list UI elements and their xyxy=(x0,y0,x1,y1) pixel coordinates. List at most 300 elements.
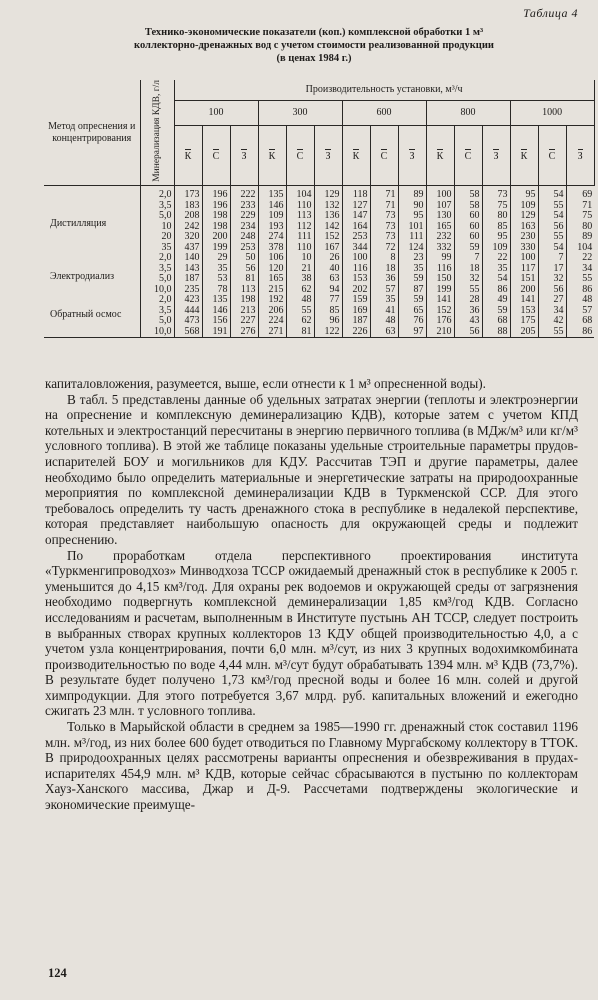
paragraph: Только в Марыйской области в среднем за 1985—1990 гг. дренажный сток составил 1196 млн. м³/год, из них более 600 будет отводиться по Главному Мургабскому коллектору в ТТОК. В природоохранных целях рассмотрены варианты опреснения и обезвреживания в прудах-испарителях 454,9 млн. м³ КДВ, которые сейчас сбрасываются в пустыню по коллекторам Хауз-Ханского массива, Джар и Д-9. Рассчетами подтверждены экологические и экономические преимуще- xyxy=(45,719,578,813)
table-cell: 58 xyxy=(469,189,480,201)
table-cell: 235 xyxy=(184,283,200,295)
table-cell: 54 xyxy=(553,241,564,253)
table-cell: 143 xyxy=(184,262,200,274)
table-cell: 55 xyxy=(553,199,564,211)
table-cell: 80 xyxy=(582,220,593,232)
table-cell: 35 xyxy=(497,262,508,274)
subheader-z: З xyxy=(398,126,426,186)
caption-line: (в ценах 1984 г.) xyxy=(276,53,352,64)
value-column-cell xyxy=(398,253,426,295)
method-name: Электродиализ xyxy=(50,271,115,283)
table-cell: 48 xyxy=(301,294,312,306)
table-cell: 41 xyxy=(385,304,396,316)
table-cell: 21 xyxy=(301,262,312,274)
paragraph: В табл. 5 представлены данные об удельных затратах энергии (теплоты и электроэнергии на опреснение и комплексную деминерализацию КДВ), которые затем с учетом КПД котельных и электростанций пересчитаны в энергию первичного топлива (в МДж/м³ или кг/м³ условного топлива). В этой же таблице показаны удельные строительные параметры прудов-испарителей БОУ и могильников для КДУ. Рассчитав ТЭП и другие параметры, далее необходимо было определить материальные и энергетические затраты на природоохранные мероприятия по комплексной деминерализации КДВ в Туркменской ССР. Для этого требовалось определить ту часть дренажного стока в республике в недалекой перспективе, которая представляет наибольшую опасность для окружающей среды и подлежит опреснению. xyxy=(45,391,578,547)
table-row-group xyxy=(44,186,594,254)
table-cell: 253 xyxy=(240,241,256,253)
table-cell: 198 xyxy=(212,220,228,232)
value-column-cell xyxy=(482,186,510,254)
mineralization-value: 10,0 xyxy=(154,283,172,295)
table-cell: 85 xyxy=(329,304,340,316)
table-cell: 113 xyxy=(240,283,256,295)
table-cell: 253 xyxy=(352,231,368,243)
table-cell: 59 xyxy=(413,273,424,285)
capacity-100-header: 100 xyxy=(174,100,258,126)
table-cell: 215 xyxy=(268,283,284,295)
mineralization-value: 20 xyxy=(161,231,172,243)
table-cell: 49 xyxy=(497,294,508,306)
table-cell: 146 xyxy=(268,199,284,211)
table-cell: 165 xyxy=(268,273,284,285)
table-cell: 58 xyxy=(469,199,480,211)
table-cell: 213 xyxy=(240,304,256,316)
table-cell: 55 xyxy=(301,304,312,316)
table-cell: 71 xyxy=(385,189,396,201)
value-column-cell xyxy=(398,295,426,338)
table-cell: 330 xyxy=(520,241,536,253)
value-column-cell xyxy=(286,253,314,295)
table-cell: 106 xyxy=(268,252,284,264)
table-number-label: Таблица 4 xyxy=(523,6,578,20)
table-cell: 147 xyxy=(352,210,368,222)
table-cell: 97 xyxy=(413,325,424,337)
table-cell: 109 xyxy=(492,241,508,253)
table-cell: 68 xyxy=(497,315,508,327)
table-cell: 200 xyxy=(520,283,536,295)
value-column-cell xyxy=(370,186,398,254)
table-cell: 444 xyxy=(184,304,200,316)
table-cell: 101 xyxy=(408,220,424,232)
table-cell: 55 xyxy=(553,325,564,337)
caption-line: Технико-экономические показатели (коп.) комплексной обработки 1 м³ xyxy=(144,27,484,38)
body-text xyxy=(45,376,578,813)
table-cell: 87 xyxy=(413,283,424,295)
value-column-cell xyxy=(230,186,258,254)
table-cell: 55 xyxy=(553,231,564,243)
value-column-cell xyxy=(538,186,566,254)
table-cell: 152 xyxy=(324,231,340,243)
table-cell: 18 xyxy=(469,262,480,274)
table-cell: 8 xyxy=(390,252,396,264)
subheader-k: К xyxy=(258,126,286,186)
table-cell: 116 xyxy=(352,262,368,274)
mineralization-value: 2,0 xyxy=(159,252,172,264)
table-cell: 72 xyxy=(385,241,396,253)
value-column-cell xyxy=(286,295,314,338)
value-column-cell xyxy=(314,253,342,295)
table-cell: 169 xyxy=(352,304,368,316)
value-column-cell xyxy=(426,186,454,254)
table-cell: 29 xyxy=(217,252,228,264)
table-cell: 111 xyxy=(297,231,312,243)
table-cell: 89 xyxy=(582,231,593,243)
table-cell: 85 xyxy=(497,220,508,232)
table-cell: 18 xyxy=(385,262,396,274)
table-cell: 100 xyxy=(436,189,452,201)
table-cell: 32 xyxy=(469,273,480,285)
table-cell: 56 xyxy=(245,262,256,274)
value-column-cell xyxy=(258,186,286,254)
table-cell: 176 xyxy=(436,315,452,327)
table-cell: 56 xyxy=(469,325,480,337)
table-cell: 129 xyxy=(520,210,536,222)
table-cell: 109 xyxy=(520,199,536,211)
table-cell: 71 xyxy=(385,199,396,211)
table-cell: 222 xyxy=(240,189,256,201)
table-cell: 132 xyxy=(324,199,340,211)
table-cell: 60 xyxy=(469,210,480,222)
subheader-k: К xyxy=(342,126,370,186)
table-cell: 26 xyxy=(329,252,340,264)
table-cell: 226 xyxy=(352,325,368,337)
mineralization-value: 5,0 xyxy=(159,273,172,285)
mineralization-value: 3,5 xyxy=(159,262,172,274)
table-cell: 140 xyxy=(184,252,200,264)
table-cell: 274 xyxy=(268,231,284,243)
method-column-header: Метод опреснения и концентрирования xyxy=(44,80,140,186)
table-cell: 156 xyxy=(212,315,228,327)
value-column-cell xyxy=(454,295,482,338)
table-cell: 191 xyxy=(212,325,228,337)
table-cell: 224 xyxy=(268,315,284,327)
table-cell: 141 xyxy=(520,294,536,306)
table-cell: 96 xyxy=(329,315,340,327)
table-cell: 60 xyxy=(469,231,480,243)
table-cell: 62 xyxy=(301,315,312,327)
table-cell: 86 xyxy=(582,283,593,295)
table-row-group xyxy=(44,295,594,338)
table-cell: 65 xyxy=(413,304,424,316)
table-cell: 90 xyxy=(413,199,424,211)
table-cell: 248 xyxy=(240,231,256,243)
value-column-cell xyxy=(370,295,398,338)
table-cell: 73 xyxy=(385,220,396,232)
mineralization-cell xyxy=(140,186,174,254)
value-column-cell xyxy=(566,253,594,295)
value-column-cell xyxy=(314,186,342,254)
table-cell: 175 xyxy=(520,315,536,327)
table-cell: 135 xyxy=(268,189,284,201)
paragraph: капиталовложения, разумеется, выше, если отнести к 1 м³ опресненной воды). xyxy=(45,376,486,391)
table-cell: 122 xyxy=(324,325,340,337)
table-cell: 202 xyxy=(352,283,368,295)
method-name: Дистилляция xyxy=(50,218,107,230)
value-column-cell xyxy=(426,253,454,295)
table-cell: 568 xyxy=(184,325,200,337)
table-cell: 113 xyxy=(296,210,312,222)
value-column-cell xyxy=(454,186,482,254)
table-cell: 199 xyxy=(436,283,452,295)
subheader-z: З xyxy=(230,126,258,186)
table-cell: 99 xyxy=(441,252,452,264)
table-cell: 141 xyxy=(436,294,452,306)
table-cell: 271 xyxy=(268,325,284,337)
table-cell: 53 xyxy=(217,273,228,285)
capacity-1000-header: 1000 xyxy=(510,100,594,126)
table-cell: 17 xyxy=(553,262,564,274)
table-cell: 40 xyxy=(329,262,340,274)
techno-economic-table xyxy=(44,80,595,338)
table-cell: 229 xyxy=(240,210,256,222)
table-cell: 95 xyxy=(497,231,508,243)
mineralization-value: 2,0 xyxy=(159,189,172,201)
mineralization-value: 10,0 xyxy=(154,325,172,337)
table-cell: 205 xyxy=(520,325,536,337)
mineralization-value: 35 xyxy=(161,241,172,253)
value-column-cell xyxy=(454,253,482,295)
table-cell: 73 xyxy=(385,231,396,243)
table-cell: 28 xyxy=(469,294,480,306)
value-column-cell xyxy=(174,186,202,254)
table-cell: 118 xyxy=(352,189,368,201)
table-cell: 56 xyxy=(553,283,564,295)
table-cell: 163 xyxy=(520,220,536,232)
table-cell: 81 xyxy=(245,273,256,285)
table-cell: 100 xyxy=(352,252,368,264)
table-cell: 116 xyxy=(436,262,452,274)
table-cell: 110 xyxy=(296,241,312,253)
table-cell: 165 xyxy=(436,220,452,232)
subheader-k: К xyxy=(510,126,538,186)
table-cell: 73 xyxy=(497,189,508,201)
mineralization-value: 3,5 xyxy=(159,304,172,316)
value-column-cell xyxy=(286,186,314,254)
value-column-cell xyxy=(314,295,342,338)
table-cell: 234 xyxy=(240,220,256,232)
table-cell: 48 xyxy=(582,294,593,306)
mineralization-value: 3,5 xyxy=(159,199,172,211)
table-cell: 55 xyxy=(469,283,480,295)
subheader-z: З xyxy=(482,126,510,186)
table-cell: 68 xyxy=(582,315,593,327)
mineralization-cell xyxy=(140,253,174,295)
table-cell: 32 xyxy=(553,273,564,285)
table-cell: 135 xyxy=(212,294,228,306)
subheader-s: С xyxy=(370,126,398,186)
table-cell: 276 xyxy=(240,325,256,337)
table-cell: 7 xyxy=(474,252,480,264)
value-column-cell xyxy=(482,253,510,295)
subheader-s: С xyxy=(286,126,314,186)
table-cell: 23 xyxy=(413,252,424,264)
subheader-s: С xyxy=(538,126,566,186)
table-cell: 104 xyxy=(577,241,593,253)
table-cell: 60 xyxy=(469,220,480,232)
table-cell: 86 xyxy=(497,283,508,295)
table-cell: 183 xyxy=(184,199,200,211)
table-cell: 199 xyxy=(212,241,228,253)
mineralization-value: 5,0 xyxy=(159,210,172,222)
value-column-cell xyxy=(566,295,594,338)
table-cell: 43 xyxy=(469,315,480,327)
table-cell: 54 xyxy=(497,273,508,285)
table-cell: 109 xyxy=(268,210,284,222)
value-column-cell xyxy=(202,253,230,295)
table-cell: 112 xyxy=(296,220,312,232)
table-cell: 54 xyxy=(553,189,564,201)
table-cell: 344 xyxy=(352,241,368,253)
table-cell: 48 xyxy=(385,315,396,327)
value-column-cell xyxy=(342,186,370,254)
subheader-z: З xyxy=(566,126,594,186)
table-cell: 320 xyxy=(184,231,200,243)
value-column-cell xyxy=(202,295,230,338)
table-cell: 59 xyxy=(413,294,424,306)
value-column-cell xyxy=(538,253,566,295)
table-cell: 75 xyxy=(497,199,508,211)
table-cell: 198 xyxy=(240,294,256,306)
table-cell: 142 xyxy=(324,220,340,232)
mineralization-value: 5,0 xyxy=(159,315,172,327)
subheader-k: К xyxy=(426,126,454,186)
table-cell: 173 xyxy=(184,189,200,201)
value-column-cell xyxy=(510,295,538,338)
value-column-cell xyxy=(510,253,538,295)
table-cell: 73 xyxy=(385,210,396,222)
value-column-cell xyxy=(426,295,454,338)
table-cell: 153 xyxy=(520,304,536,316)
paragraph: По проработкам отдела перспективного проектирования института «Туркменгипроводхоз» Минводхоза ТССР ожидаемый дренажный сток в республике к 2005 г. уменьшится до 4,15 км³/год. Для охраны рек водоемов и окружающей среды от загрязнения необходимо подвергнуть комплексной деминерализации 1,85 км³/год КДВ. Согласно исследованиям и расчетам, выполненным в Институте пустынь АН ТССР, следует построить в выбранных створах крупных коллекторов 13 КДУ общей производительностью 4,0, а с учетом узла концентрирования, почти 6,0 млн. м³/сут, из них 3 крупных водохимкомбината производительностью по воде 4,44 млн. м³/сут будут обрабатывать 1394 млн. м³ КДВ (73,7%). В результате будет получено 1,73 км³/год пресной воды и более 16 млн. солей и другой химпродукции. Для этого потребуется 3,67 млрд. руб. капитальных вложений и ежегодно сжигать 23 млн. т условного топлива. xyxy=(45,547,578,719)
table-cell: 167 xyxy=(324,241,340,253)
table-cell: 100 xyxy=(520,252,536,264)
table-cell: 76 xyxy=(413,315,424,327)
table-cell: 110 xyxy=(296,199,312,211)
table-cell: 152 xyxy=(436,304,452,316)
caption-line: коллекторно-дренажных вод с учетом стоимости реализованной продукции xyxy=(134,40,494,51)
table-cell: 159 xyxy=(352,294,368,306)
table-cell: 35 xyxy=(413,262,424,274)
table-cell: 232 xyxy=(436,231,452,243)
table-cell: 208 xyxy=(184,210,200,222)
table-cell: 42 xyxy=(553,315,564,327)
table-cell: 437 xyxy=(184,241,200,253)
table-cell: 196 xyxy=(212,199,228,211)
table-cell: 206 xyxy=(268,304,284,316)
value-column-cell xyxy=(174,295,202,338)
table-cell: 89 xyxy=(413,189,424,201)
table-cell: 38 xyxy=(301,273,312,285)
table-cell: 34 xyxy=(582,262,593,274)
table-cell: 233 xyxy=(240,199,256,211)
mineralization-column-header: Минерализация КДВ, г/л xyxy=(140,80,174,186)
table-cell: 151 xyxy=(520,273,536,285)
subheader-k: К xyxy=(174,126,202,186)
table-cell: 75 xyxy=(582,210,593,222)
table-cell: 55 xyxy=(582,273,593,285)
table-cell: 71 xyxy=(582,199,593,211)
table-cell: 196 xyxy=(212,189,228,201)
table-cell: 146 xyxy=(212,304,228,316)
table-cell: 187 xyxy=(184,273,200,285)
table-cell: 150 xyxy=(436,273,452,285)
table-cell: 10 xyxy=(301,252,312,264)
table-cell: 193 xyxy=(268,220,284,232)
table-cell: 22 xyxy=(497,252,508,264)
value-column-cell xyxy=(202,186,230,254)
table-cell: 111 xyxy=(409,231,424,243)
mineralization-value: 2,0 xyxy=(159,294,172,306)
table-cell: 192 xyxy=(268,294,284,306)
table-cell: 80 xyxy=(497,210,508,222)
table-cell: 81 xyxy=(301,325,312,337)
table-cell: 120 xyxy=(268,262,284,274)
table-cell: 63 xyxy=(329,273,340,285)
table-cell: 129 xyxy=(324,189,340,201)
table-cell: 59 xyxy=(469,241,480,253)
table-cell: 86 xyxy=(582,325,593,337)
table-cell: 473 xyxy=(184,315,200,327)
mineralization-value: 10 xyxy=(161,220,172,232)
table-cell: 117 xyxy=(520,262,536,274)
table-cell: 35 xyxy=(385,294,396,306)
table-cell: 164 xyxy=(352,220,368,232)
table-cell: 107 xyxy=(436,199,452,211)
table-cell: 59 xyxy=(497,304,508,316)
table-cell: 35 xyxy=(217,262,228,274)
table-cell: 127 xyxy=(352,199,368,211)
table-cell: 130 xyxy=(436,210,452,222)
table-cell: 7 xyxy=(558,252,564,264)
table-cell: 423 xyxy=(184,294,200,306)
value-column-cell xyxy=(566,186,594,254)
table-cell: 210 xyxy=(436,325,452,337)
table-cell: 136 xyxy=(324,210,340,222)
table-cell: 22 xyxy=(582,252,593,264)
table-cell: 57 xyxy=(385,283,396,295)
table-cell: 230 xyxy=(520,231,536,243)
table-row-group xyxy=(44,253,594,295)
subheader-s: С xyxy=(454,126,482,186)
table-cell: 62 xyxy=(301,283,312,295)
table-cell: 54 xyxy=(553,210,564,222)
value-column-cell xyxy=(510,186,538,254)
table-cell: 378 xyxy=(268,241,284,253)
value-column-cell xyxy=(482,295,510,338)
subheader-z: З xyxy=(314,126,342,186)
table-cell: 104 xyxy=(296,189,312,201)
table-cell: 78 xyxy=(217,283,228,295)
table-cell: 95 xyxy=(413,210,424,222)
table-cell: 227 xyxy=(240,315,256,327)
mineralization-cell xyxy=(140,295,174,338)
table-cell: 124 xyxy=(408,241,424,253)
table-cell: 27 xyxy=(553,294,564,306)
value-column-cell xyxy=(370,253,398,295)
table-cell: 34 xyxy=(553,304,564,316)
value-column-cell xyxy=(258,253,286,295)
page-number: 124 xyxy=(48,966,67,980)
table-cell: 95 xyxy=(525,189,536,201)
table-caption xyxy=(60,26,568,65)
table-cell: 77 xyxy=(329,294,340,306)
value-column-cell xyxy=(258,295,286,338)
value-column-cell xyxy=(174,253,202,295)
value-column-cell xyxy=(538,295,566,338)
value-column-cell xyxy=(230,253,258,295)
table-cell: 36 xyxy=(469,304,480,316)
productivity-header: Производительность установки, м³/ч xyxy=(174,80,594,100)
capacity-800-header: 800 xyxy=(426,100,510,126)
table-cell: 200 xyxy=(212,231,228,243)
value-column-cell xyxy=(398,186,426,254)
table-cell: 36 xyxy=(385,273,396,285)
value-column-cell xyxy=(342,253,370,295)
capacity-600-header: 600 xyxy=(342,100,426,126)
table-cell: 57 xyxy=(582,304,593,316)
capacity-300-header: 300 xyxy=(258,100,342,126)
value-column-cell xyxy=(342,295,370,338)
table-cell: 198 xyxy=(212,210,228,222)
